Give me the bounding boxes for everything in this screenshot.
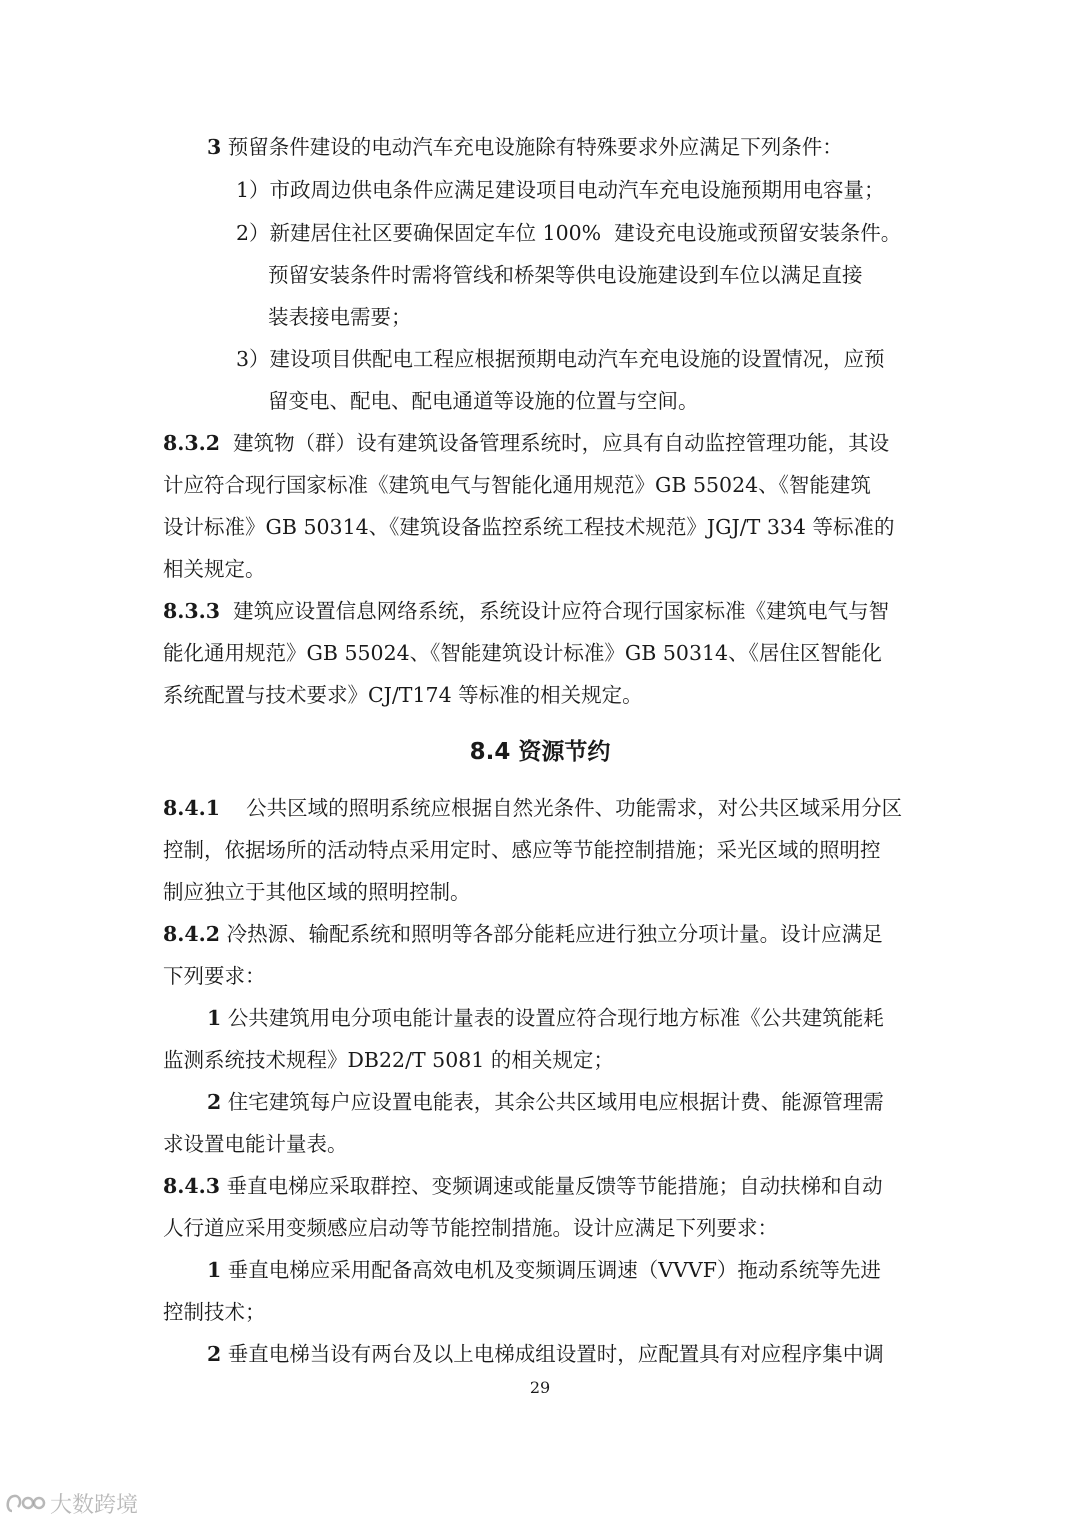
- text-line: [163, 638, 1080, 668]
- text-line: [163, 1171, 1080, 1201]
- watermark-logo-icon: [4, 1491, 46, 1515]
- clause-number: 1: [207, 1006, 222, 1030]
- line-text: 留变电、配电、配电通道等设施的位置与空间。: [268, 389, 699, 413]
- watermark: [4, 1488, 138, 1518]
- text-line: [268, 302, 1080, 332]
- line-text: 预留条件建设的电动汽车充电设施除有特殊要求外应满足下列条件：: [221, 135, 843, 159]
- page-number: 29: [529, 1378, 551, 1397]
- text-line: [163, 428, 1080, 458]
- text-line: [163, 470, 1080, 500]
- line-text: 系统配置与技术要求》CJ/T174 等标准的相关规定。: [163, 683, 643, 707]
- line-text: 下列要求：: [163, 964, 266, 988]
- line-text: 预留安装条件时需将管线和桥架等供电设施建设到车位以满足直接: [268, 263, 863, 287]
- watermark-text: 大数跨境: [50, 1492, 139, 1518]
- line-text: 冷热源、输配系统和照明等各部分能耗应进行独立分项计量。设计应满足: [220, 922, 883, 946]
- line-text: 人行道应采用变频感应启动等节能控制措施。设计应满足下列要求：: [163, 1216, 778, 1240]
- line-text: 求设置电能计量表。: [163, 1132, 348, 1156]
- line-text: 垂直电梯应采用配备高效电机及变频调压调速（VVVF）拖动系统等先进: [221, 1258, 881, 1282]
- text-line: [207, 1339, 1080, 1369]
- line-text: 1）市政周边供电条件应满足建设项目电动汽车充电设施预期用电容量；: [236, 178, 885, 202]
- text-line: [207, 1003, 1080, 1033]
- section-heading: 8.4 资源节约: [469, 739, 611, 765]
- line-text: 建筑物（群）设有建筑设备管理系统时，应具有自动监控管理功能，其设: [220, 431, 890, 455]
- clause-number: 2: [207, 1342, 222, 1366]
- line-text: 制应独立于其他区域的照明控制。: [163, 880, 471, 904]
- line-text: 2）新建居住社区要确保固定车位 100% 建设充电设施或预留安装条件。: [236, 221, 902, 245]
- clause-number: 1: [207, 1258, 222, 1282]
- clause-number: 8.4.3: [163, 1174, 221, 1198]
- text-line: [163, 1045, 1080, 1075]
- text-line: [163, 554, 1080, 584]
- text-line: [163, 835, 1080, 865]
- clause-number: 8.4.2: [163, 922, 221, 946]
- line-text: 装表接电需要；: [268, 305, 412, 329]
- text-line: [163, 1129, 1080, 1159]
- line-text: 建筑应设置信息网络系统，系统设计应符合现行国家标准《建筑电气与智: [220, 599, 890, 623]
- text-line: [163, 877, 1080, 907]
- text-line: [163, 919, 1080, 949]
- text-line: [207, 132, 1080, 162]
- line-text: 3）建设项目供配电工程应根据预期电动汽车充电设施的设置情况，应预: [236, 347, 885, 371]
- clause-number: 8.3.2: [163, 431, 221, 455]
- line-text: 公共建筑用电分项电能计量表的设置应符合现行地方标准《公共建筑能耗: [221, 1006, 884, 1030]
- clause-number: 8.3.3: [163, 599, 221, 623]
- clause-number: 8.4.1: [163, 796, 221, 820]
- text-line: [207, 1255, 1080, 1285]
- text-line: [268, 386, 1080, 416]
- text-line: [163, 1297, 1080, 1327]
- line-text: 控制，依据场所的活动特点采用定时、感应等节能控制措施；采光区域的照明控: [163, 838, 881, 862]
- text-line: [207, 1087, 1080, 1117]
- line-text: 垂直电梯当设有两台及以上电梯成组设置时，应配置具有对应程序集中调: [221, 1342, 884, 1366]
- clause-number: 3: [207, 135, 222, 159]
- clause-number: 2: [207, 1090, 222, 1114]
- text-line: [268, 260, 1080, 290]
- text-line: [163, 961, 1080, 991]
- line-text: 能化通用规范》GB 55024、《智能建筑设计标准》GB 50314、《居住区智能化: [163, 641, 882, 665]
- line-text: 计应符合现行国家标准《建筑电气与智能化通用规范》GB 55024、《智能建筑: [163, 473, 871, 497]
- line-text: 控制技术；: [163, 1300, 266, 1324]
- text-line: [236, 218, 1080, 248]
- text-line: [236, 175, 1080, 205]
- text-line: [163, 512, 1080, 542]
- line-text: 住宅建筑每户应设置电能表，其余公共区域用电应根据计费、能源管理需: [221, 1090, 884, 1114]
- text-line: [163, 793, 1080, 823]
- line-text: 设计标准》GB 50314、《建筑设备监控系统工程技术规范》JGJ/T 334 等标准的: [163, 515, 895, 539]
- text-line: [163, 1213, 1080, 1243]
- line-text: 垂直电梯应采取群控、变频调速或能量反馈等节能措施；自动扶梯和自动: [220, 1174, 883, 1198]
- text-line: [236, 344, 1080, 374]
- line-text: 公共区域的照明系统应根据自然光条件、功能需求，对公共区域采用分区: [220, 796, 903, 820]
- line-text: 监测系统技术规程》DB22/T 5081 的相关规定；: [163, 1048, 614, 1072]
- text-line: [163, 596, 1080, 626]
- text-line: [163, 680, 1080, 710]
- line-text: 相关规定。: [163, 557, 266, 581]
